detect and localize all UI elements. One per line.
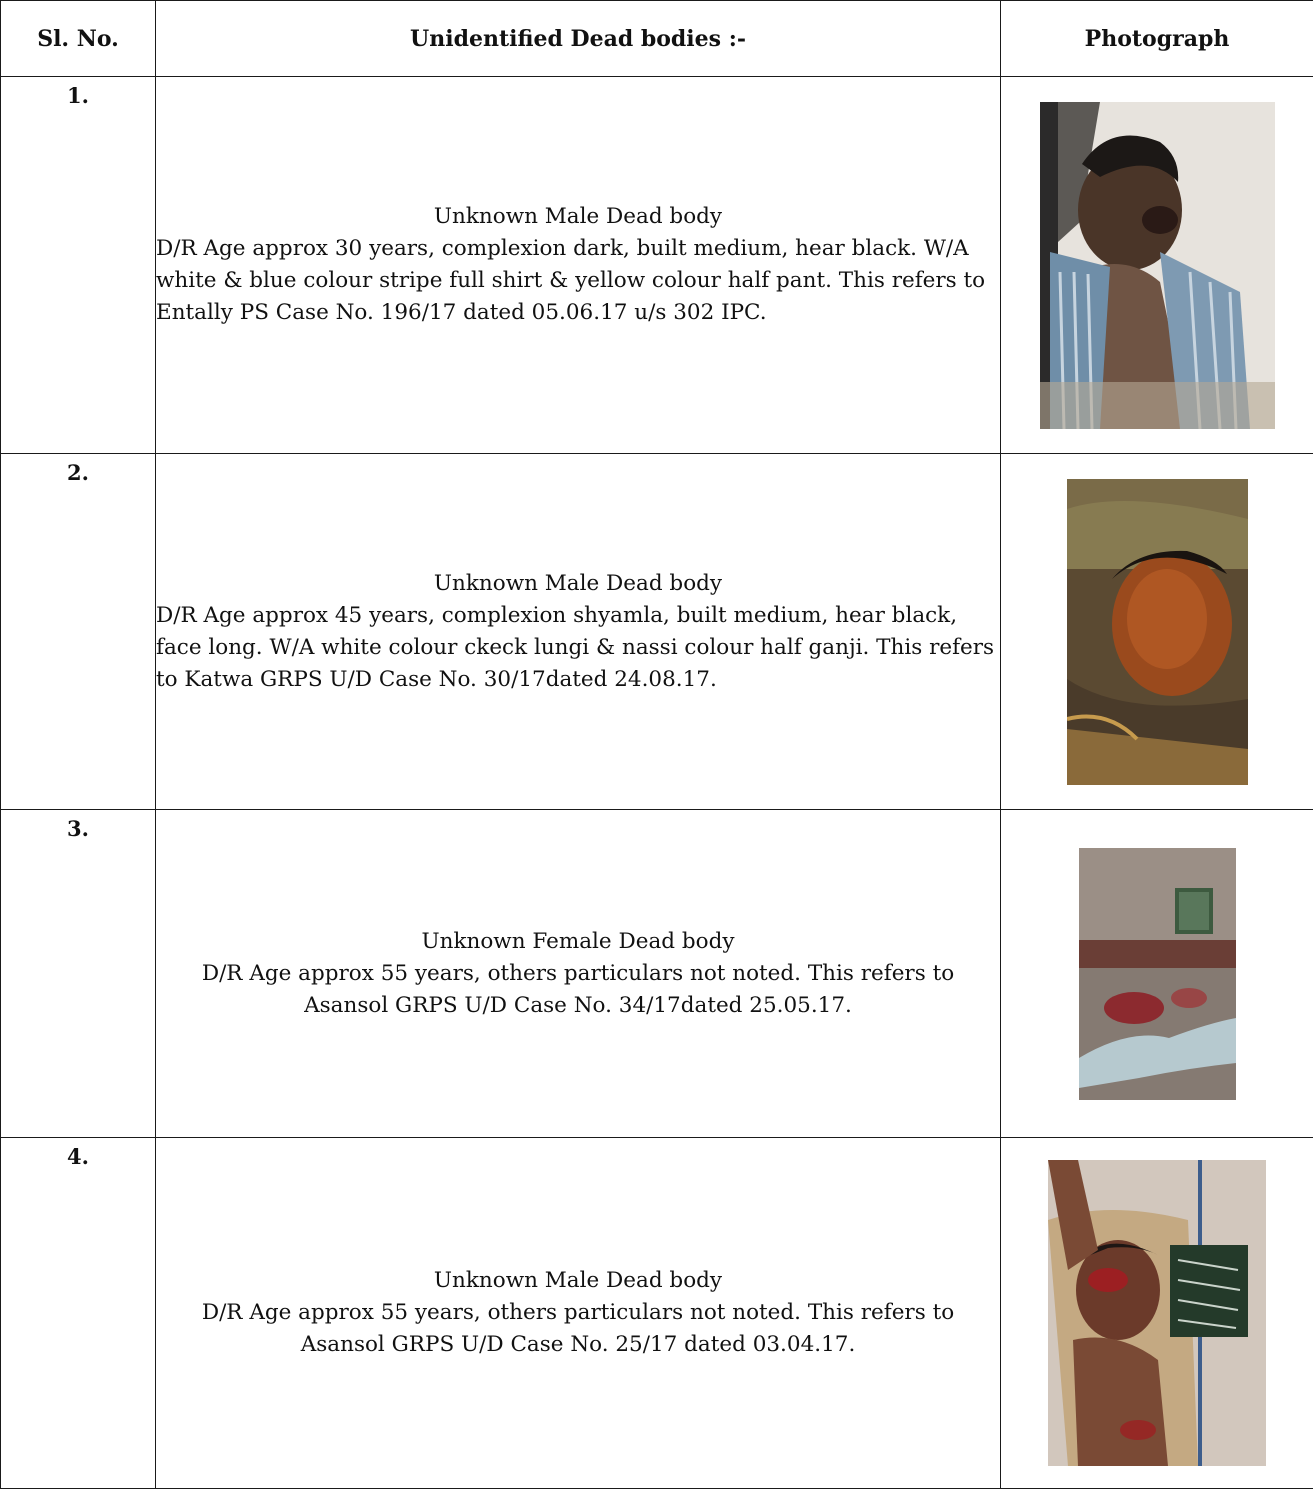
record-description: D/R Age approx 30 years, complexion dark, built medium, hear black. W/A white & blue colour stripe full shirt & yellow colour half pant. This refers to Entally PS Case No. 196/17 dated 05.06.17 u/s 302 IPC. <box>156 236 985 325</box>
victim-photograph <box>1067 479 1248 785</box>
victim-photograph <box>1079 848 1236 1100</box>
record-title: Unknown Male Dead body <box>156 201 1000 233</box>
serial-cell <box>1 810 156 1138</box>
record-description: D/R Age approx 55 years, others particulars not noted. This refers to Asansol GRPS U/D Case No. 34/17dated 25.05.17. <box>202 961 954 1018</box>
photo-cell <box>1001 810 1313 1138</box>
serial-number: 4. <box>1 1138 155 1169</box>
description-cell <box>156 810 1001 1138</box>
victim-photograph <box>1048 1160 1266 1466</box>
table-row <box>1 77 1313 454</box>
table-row <box>1 810 1313 1138</box>
table-row <box>1 1138 1313 1489</box>
serial-cell <box>1 77 156 454</box>
description-cell <box>156 1138 1001 1489</box>
serial-cell <box>1 454 156 810</box>
photo-cell <box>1001 454 1313 810</box>
serial-number: 1. <box>1 77 155 108</box>
header-description: Unidentified Dead bodies :- <box>156 1 1001 77</box>
photo-cell <box>1001 77 1313 454</box>
record-description: D/R Age approx 55 years, others particulars not noted. This refers to Asansol GRPS U/D Case No. 25/17 dated 03.04.17. <box>202 1300 954 1357</box>
serial-number: 2. <box>1 454 155 485</box>
serial-number: 3. <box>1 810 155 841</box>
table-row <box>1 454 1313 810</box>
record-title: Unknown Male Dead body <box>156 568 1000 600</box>
description-cell <box>156 454 1001 810</box>
header-serial-number: Sl. No. <box>1 1 156 77</box>
record-description: D/R Age approx 45 years, complexion shyamla, built medium, hear black, face long. W/A white colour ckeck lungi & nassi colour half ganji. This refers to Katwa GRPS U/D Case No. 30/17dated 24.08.17. <box>156 603 994 692</box>
photo-cell <box>1001 1138 1313 1489</box>
record-title: Unknown Female Dead body <box>176 926 980 958</box>
header-photograph: Photograph <box>1001 1 1313 77</box>
description-cell <box>156 77 1001 454</box>
table-header-row <box>1 1 1313 77</box>
record-title: Unknown Male Dead body <box>176 1265 980 1297</box>
victim-photograph <box>1040 102 1275 429</box>
serial-cell <box>1 1138 156 1489</box>
